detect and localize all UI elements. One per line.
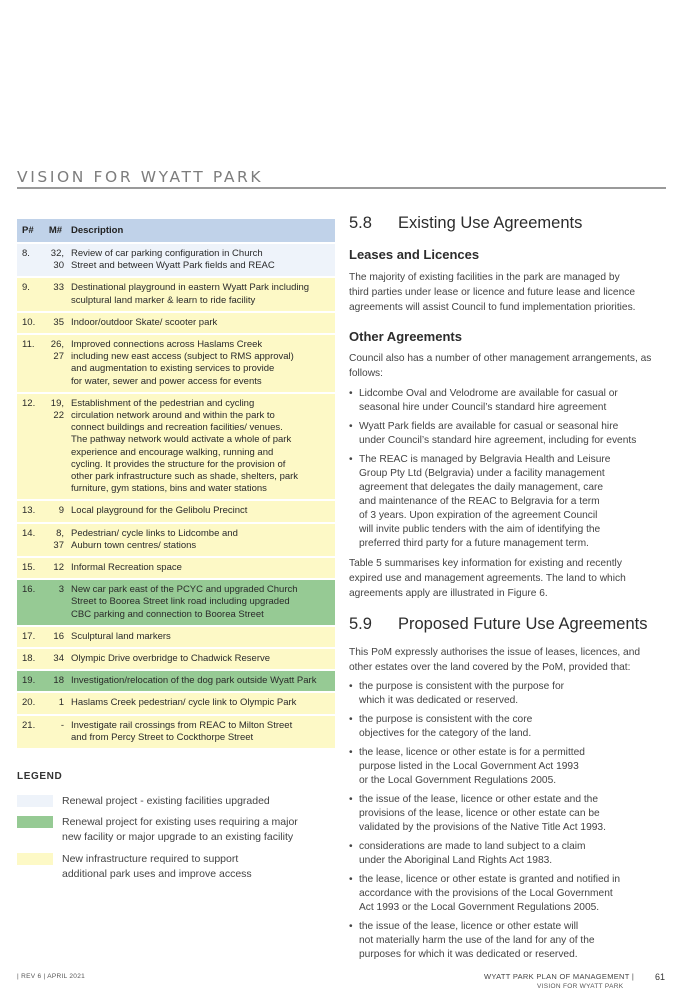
cell-p-number: 17. [22,630,36,642]
list-item: • the issue of the lease, licence or other estate will not materially harm the use of the land for any of the purposes for which it was dedicated or reserved. [349,920,669,962]
section-5-9-heading [349,615,669,634]
table-row [17,693,335,715]
table-row [17,649,335,671]
title-rule [17,187,666,189]
page-number: 61 [655,972,666,982]
list-item: • the lease, licence or other estate is for a permitted purpose listed in the Local Government Act 1993 or the Local Government Regulations 2005. [349,746,669,788]
legend-label-new: New infrastructure required to support additional park uses and improve access [62,853,252,880]
section-5-8-title: Existing Use Agreements [398,214,583,232]
legend-label-major: Renewal project for existing uses requiring a major new facility or major upgrade to an existing facility [62,816,298,843]
cell-p-number: 8. [22,248,30,259]
legend-label-existing: Renewal project - existing facilities upgraded [62,795,270,807]
list-item: • Wyatt Park fields are available for casual or seasonal hire under Council’s standard hire agreement, including for events [349,420,669,448]
table-row [17,313,335,335]
section-title: VISION FOR WYATT PARK [17,168,264,186]
cell-p-number: 21. [22,719,36,731]
cell-description: Olympic Drive overbridge to Chadwick Reserve [71,653,271,665]
other-agreements-heading: Other Agreements [349,329,462,344]
cell-m-number: 33 [53,282,64,294]
header-p-number: P# [22,225,34,236]
cell-description: Sculptural land markers [71,630,171,642]
cell-m-number: 1 [58,697,64,709]
cell-p-number: 20. [22,697,36,709]
legend-swatch-new [17,853,53,865]
other-agreements-text: Council also has a number of other management arrangements, as follows: [349,353,652,379]
section-5-9-intro: This PoM expressly authorises the issue of leases, licences, and other estates over the land covered by the PoM, provided that: [349,647,641,673]
table-row [17,501,335,523]
cell-m-number: 8, 37 [53,527,64,551]
cell-description: Indoor/outdoor Skate/ scooter park [71,316,218,328]
table-row [17,580,335,627]
footer-document-title: WYATT PARK PLAN OF MANAGEMENT | [484,972,635,981]
table-row [17,394,335,502]
cell-description: Local playground for the Gelibolu Precinct [71,505,248,517]
cell-m-number: 19, 22 [50,397,64,422]
cell-p-number: 18. [22,653,36,665]
table-row [17,335,335,394]
cell-m-number: 26, 27 [50,339,64,363]
cell-description: Establishment of the pedestrian and cycling circulation network around and within the park to connect buildings and recreation facilities/ venues. The pathway network would activate a whole of park experience and encourage walking, running and cycling. It provides the structure for the provision of other park infrastructure such as shade, shelters, park furniture, gym stations, bins and water stations [71,397,299,495]
table-row [17,278,335,312]
cell-m-number: 9 [58,505,64,517]
footer-section-name: VISION FOR WYATT PARK [537,983,624,990]
cell-description: Improved connections across Haslams Creek including new east access (subject to RMS approval) and augmentation to existing services to provide for water, sewer and power access for events [71,339,294,387]
cell-p-number: 16. [22,584,36,596]
cell-p-number: 9. [22,282,30,294]
table-body [17,244,335,750]
cell-m-number: 12 [53,562,64,574]
cell-p-number: 15. [22,562,36,574]
legend-item-existing [17,794,312,809]
cell-m-number: - [60,719,64,731]
table-header [17,219,335,242]
cell-description: Review of car parking configuration in Church Street and between Wyatt Park fields and REAC [71,248,275,272]
legend-swatch-existing [17,795,53,807]
footer-revision: | REV 6 | APRIL 2021 [17,973,86,980]
other-agreements-list [349,387,669,551]
cell-description: Haslams Creek pedestrian/ cycle link to Olympic Park [71,697,297,709]
projects-table [17,219,335,750]
section-5-8-number: 5.8 [349,214,372,232]
legend-title: LEGEND [17,771,63,782]
right-column [349,214,669,967]
table-row [17,524,335,558]
table-row [17,558,335,580]
cell-m-number: 35 [53,316,64,328]
cell-p-number: 19. [22,675,36,687]
list-item: • the purpose is consistent with the purpose for which it was dedicated or reserved. [349,680,669,708]
cell-description: Pedestrian/ cycle links to Lidcombe and Auburn town centres/ stations [71,527,238,551]
cell-description: Investigation/relocation of the dog park outside Wyatt Park [71,675,317,687]
cell-p-number: 12. [22,397,36,409]
legend-swatch-major [17,816,53,828]
section-5-9-number: 5.9 [349,615,372,633]
table-row [17,627,335,649]
cell-p-number: 14. [22,527,36,539]
cell-m-number: 3 [58,584,64,596]
cell-m-number: 32, 30 [50,248,64,272]
legend-item-new [17,852,312,882]
cell-m-number: 16 [53,630,64,642]
list-item: • the issue of the lease, licence or other estate and the provisions of the lease, licence or other estate can be validated by the provisions of the Native Title Act 1993. [349,793,669,835]
header-description: Description [71,225,124,236]
table-row [17,671,335,693]
cell-m-number: 18 [53,675,64,687]
cell-m-number: 34 [53,653,64,665]
summary-text: Table 5 summarises key information for existing and recently expired use and management agreements. The land to which agreements apply are illustrated in Figure 6. [349,558,626,599]
section-5-8-heading [349,214,669,233]
table-row [17,716,335,750]
list-item: • considerations are made to land subject to a claim under the Aboriginal Land Rights Act 1983. [349,840,669,868]
cell-p-number: 10. [22,316,36,328]
cell-description: Investigate rail crossings from REAC to Milton Street and from Percy Street to Cockthorpe Street [71,719,293,743]
leases-heading: Leases and Licences [349,247,480,262]
header-m-number: M# [48,225,63,236]
cell-p-number: 13. [22,505,36,517]
cell-description: Informal Recreation space [71,562,182,574]
list-item: • Lidcombe Oval and Velodrome are available for casual or seasonal hire under Council’s standard hire agreement [349,387,669,415]
cell-description: New car park east of the PCYC and upgraded Church Street to Boorea Street link road including upgraded CBC parking and connection to Boorea Street [71,584,298,620]
cell-description: Destinational playground in eastern Wyatt Park including sculptural land marker & learn to ride facility [71,282,310,306]
leases-text: The majority of existing facilities in the park are managed by third parties under lease or licence and future lease and licence agreements will assist Council to fund implementation priorities. [349,272,636,313]
table-row [17,244,335,278]
legend-item-major [17,815,312,845]
cell-p-number: 11. [22,339,35,351]
future-agreements-list [349,680,669,962]
section-5-9-title: Proposed Future Use Agreements [398,615,648,633]
list-item: • The REAC is managed by Belgravia Health and Leisure Group Pty Ltd (Belgravia) under a facility management agreement that delegates the daily management, care and maintenance of the REAC to Belgravia for a term of 3 years. Upon expiration of the agreement Council will invite public tenders with the aim of identifying the preferred third party for a future management term. [349,453,669,551]
list-item: • the lease, licence or other estate is granted and notified in accordance with the provisions of the Local Government Act 1993 or the Local Government Regulations 2005. [349,873,669,915]
list-item: • the purpose is consistent with the core objectives for the category of the land. [349,713,669,741]
